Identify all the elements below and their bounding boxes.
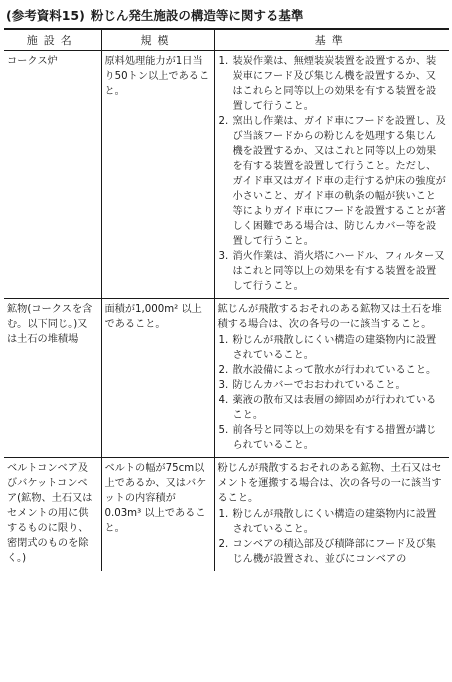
list-item [218, 537, 447, 567]
item-text: 薬液の散布又は表層の締固めが行われていること。 [232, 395, 437, 421]
facility-cell [4, 51, 101, 299]
item-number: 1. [218, 56, 229, 67]
standard-cell [214, 51, 449, 299]
scale-text: 原料処理能力が1日当り50トン以上であること。 [104, 56, 210, 97]
list-item [218, 423, 447, 453]
list-item [218, 54, 447, 114]
item-text: 窯出し作業は、ガイド車にフードを設置し、及び当該フードからの粉じんを処理する集じん機を設置するか、又はこれと同等以上の効果を有する装置を設置して行うこと。ただし、ガイド車又はガイド車の走行する炉床の強度が小さいこと、ガイド車の軌条の幅が狭いこと等によりガイド車にフードを設置することが著しく困難である場合は、防じんカバー等を設置して行うこと。 [232, 116, 446, 247]
list-item [218, 249, 447, 294]
item-text: コンベアの積込部及び積降部にフード及び集じん機が設置され、並びにコンベアの [232, 539, 436, 565]
list-item [218, 378, 447, 393]
standard-cell [214, 299, 449, 458]
scale-cell [101, 458, 214, 572]
list-item [218, 507, 447, 537]
item-text: 粉じんが飛散しにくい構造の建築物内に設置されていること。 [232, 335, 437, 361]
item-number: 2. [218, 365, 229, 376]
scale-cell [101, 51, 214, 299]
facility-name: ベルトコンベア及びバケットコンベア(鉱物、土石又はセメントの用に供するものに限り、密閉式のものを除く。) [7, 463, 93, 564]
item-number: 2. [218, 539, 229, 550]
scale-text: ベルトの幅が75cm以上であるか、又はバケットの内容積が0.03m³ 以上であること。 [104, 463, 207, 534]
list-item [218, 333, 447, 363]
facility-cell [4, 299, 101, 458]
list-item [218, 114, 447, 249]
item-text: 前各号と同等以上の効果を有する措置が講じられていること。 [232, 425, 437, 451]
item-number: 5. [218, 425, 229, 436]
scale-cell [101, 299, 214, 458]
item-number: 3. [218, 380, 229, 391]
document-title [6, 6, 446, 24]
scale-text: 面積が1,000m² 以上であること。 [104, 304, 202, 330]
item-number: 4. [218, 395, 229, 406]
item-text: 防じんカバーでおおわれていること。 [232, 380, 406, 391]
item-text: 消火作業は、消火塔にハードル、フィルター又はこれと同等以上の効果を有する装置を設置して行うこと。 [232, 251, 445, 292]
item-number: 2. [218, 116, 229, 127]
item-number: 1. [218, 335, 229, 346]
standard-list [218, 54, 447, 294]
header-row [4, 29, 449, 51]
list-item [218, 363, 447, 378]
standards-table [4, 28, 449, 571]
table-row [4, 458, 449, 572]
list-item [218, 393, 447, 423]
item-number: 1. [218, 509, 229, 520]
header-scale: 規模 [101, 29, 214, 51]
item-text: 粉じんが飛散しにくい構造の建築物内に設置されていること。 [232, 509, 437, 535]
table-row [4, 51, 449, 299]
standard-intro: 粉じんが飛散するおそれのある鉱物、土石又はセメントを運搬する場合は、次の各号の一に該当すること。 [217, 463, 442, 504]
item-number: 3. [218, 251, 229, 262]
facility-name: コークス炉 [7, 56, 58, 67]
header-standard: 基準 [214, 29, 449, 51]
table-row [4, 299, 449, 458]
standard-cell [214, 458, 449, 572]
header-facility: 施設名 [4, 29, 101, 51]
standard-list [218, 507, 447, 567]
standard-list [218, 333, 447, 453]
standard-intro: 鉱じんが飛散するおそれのある鉱物又は土石を堆積する場合は、次の各号の一に該当すること。 [217, 304, 442, 330]
reference-label: (参考資料15) [6, 8, 85, 23]
title-text: 粉じん発生施設の構造等に関する基準 [90, 8, 304, 23]
item-text: 装炭作業は、無煙装炭装置を設置するか、装炭車にフード及び集じん機を設置するか、又はこれらと同等以上の効果を有する装置を設置して行うこと。 [232, 56, 437, 112]
facility-name: 鉱物(コークスを含む。以下同じ。)又は土石の堆積場 [7, 304, 93, 345]
facility-cell [4, 458, 101, 572]
item-text: 散水設備によって散水が行われていること。 [232, 365, 437, 376]
